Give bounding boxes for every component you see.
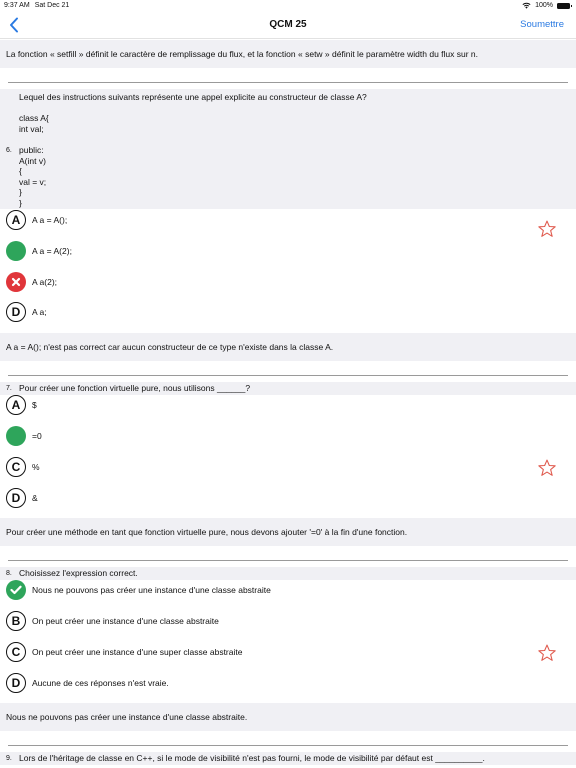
option-text: On peut créer une instance d'une super classe abstraite: [32, 646, 243, 657]
battery-icon: [557, 3, 570, 9]
divider: [8, 560, 568, 561]
explanation-text: Nous ne pouvons pas créer une instance d'une classe abstraite.: [6, 712, 248, 722]
option-d[interactable]: [6, 487, 38, 508]
option-b[interactable]: [6, 425, 42, 446]
question-6: [0, 89, 576, 209]
explanation-box: [0, 333, 576, 361]
explanation-text: La fonction « setfill » définit le caractère de remplissage du flux, et la fonction « setw » définit le paramètre width du flux sur n.: [6, 49, 479, 59]
question-text: Choisissez l'expression correct.: [19, 568, 138, 579]
chevron-left-icon: [9, 17, 19, 33]
option-c[interactable]: [6, 641, 242, 662]
option-letter-a: A: [6, 395, 26, 415]
correct-answer-dot-icon: [6, 426, 26, 446]
explanation-box: [0, 40, 576, 68]
explanation-text: Pour créer une méthode en tant que fonction virtuelle pure, nous devons ajouter '=0' à la fin d'une fonction.: [6, 527, 408, 537]
submit-button[interactable]: Soumettre: [520, 19, 564, 30]
checkmark-icon: [6, 580, 26, 600]
option-text: A a = A(2);: [32, 245, 72, 256]
option-text: Nous ne pouvons pas créer une instance d'une classe abstraite: [32, 584, 271, 595]
nav-bar: [0, 11, 576, 39]
question-9: [0, 752, 576, 765]
question-7: [0, 382, 576, 395]
status-bar: [0, 0, 576, 11]
star-icon[interactable]: [537, 219, 557, 239]
option-letter-d: D: [6, 302, 26, 322]
option-text: A a(2);: [32, 276, 58, 287]
star-icon[interactable]: [537, 643, 557, 663]
divider: [8, 82, 568, 83]
battery-percent: 100%: [535, 2, 553, 9]
option-a[interactable]: [6, 579, 271, 600]
option-text: A a = A();: [32, 214, 68, 225]
wifi-icon: [522, 2, 531, 9]
option-text: On peut créer une instance d'une classe abstraite: [32, 615, 219, 626]
star-icon[interactable]: [537, 458, 557, 478]
question-number: 8.: [6, 570, 12, 577]
option-text: %: [32, 461, 40, 472]
option-text: $: [32, 399, 37, 410]
page-title: QCM 25: [269, 19, 307, 30]
option-b[interactable]: [6, 610, 219, 631]
question-text: Lors de l'héritage de classe en C++, si le mode de visibilité n'est pas fourni, le mode de visibilité par défaut est __________.: [19, 753, 485, 764]
option-d[interactable]: [6, 301, 47, 322]
question-text: Pour créer une fonction virtuelle pure, nous utilisons ______?: [19, 383, 251, 394]
option-text: =0: [32, 430, 42, 441]
option-letter-c: C: [6, 457, 26, 477]
question-number: 7.: [6, 385, 12, 392]
back-button[interactable]: [4, 13, 24, 37]
option-a[interactable]: [6, 394, 37, 415]
explanation-box: [0, 703, 576, 731]
question-text: Lequel des instructions suivants représente une appel explicite au constructeur de classe A? class A{ int val; public: A(int v) { val = v; } }: [19, 92, 367, 208]
status-date: Sat Dec 21: [34, 2, 70, 9]
option-letter-d: D: [6, 488, 26, 508]
explanation-box: [0, 518, 576, 546]
status-time: 9:37 AM: [4, 2, 30, 9]
option-a[interactable]: [6, 209, 67, 230]
option-d[interactable]: [6, 672, 169, 693]
option-text: Aucune de ces réponses n'est vraie.: [32, 677, 169, 688]
question-number: 9.: [6, 755, 12, 762]
wrong-answer-x-icon: [6, 272, 26, 292]
option-letter-c: C: [6, 642, 26, 662]
option-c[interactable]: [6, 271, 57, 292]
option-text: A a;: [32, 306, 47, 317]
explanation-text: A a = A(); n'est pas correct car aucun constructeur de ce type n'existe dans la classe A.: [6, 342, 334, 352]
option-text: &: [32, 492, 38, 503]
divider: [8, 745, 568, 746]
question-number: 6.: [6, 147, 12, 154]
option-c[interactable]: [6, 456, 40, 477]
option-letter-d: D: [6, 673, 26, 693]
divider: [8, 375, 568, 376]
option-letter-a: A: [6, 210, 26, 230]
correct-answer-dot-icon: [6, 241, 26, 261]
option-b[interactable]: [6, 240, 72, 261]
option-letter-b: B: [6, 611, 26, 631]
